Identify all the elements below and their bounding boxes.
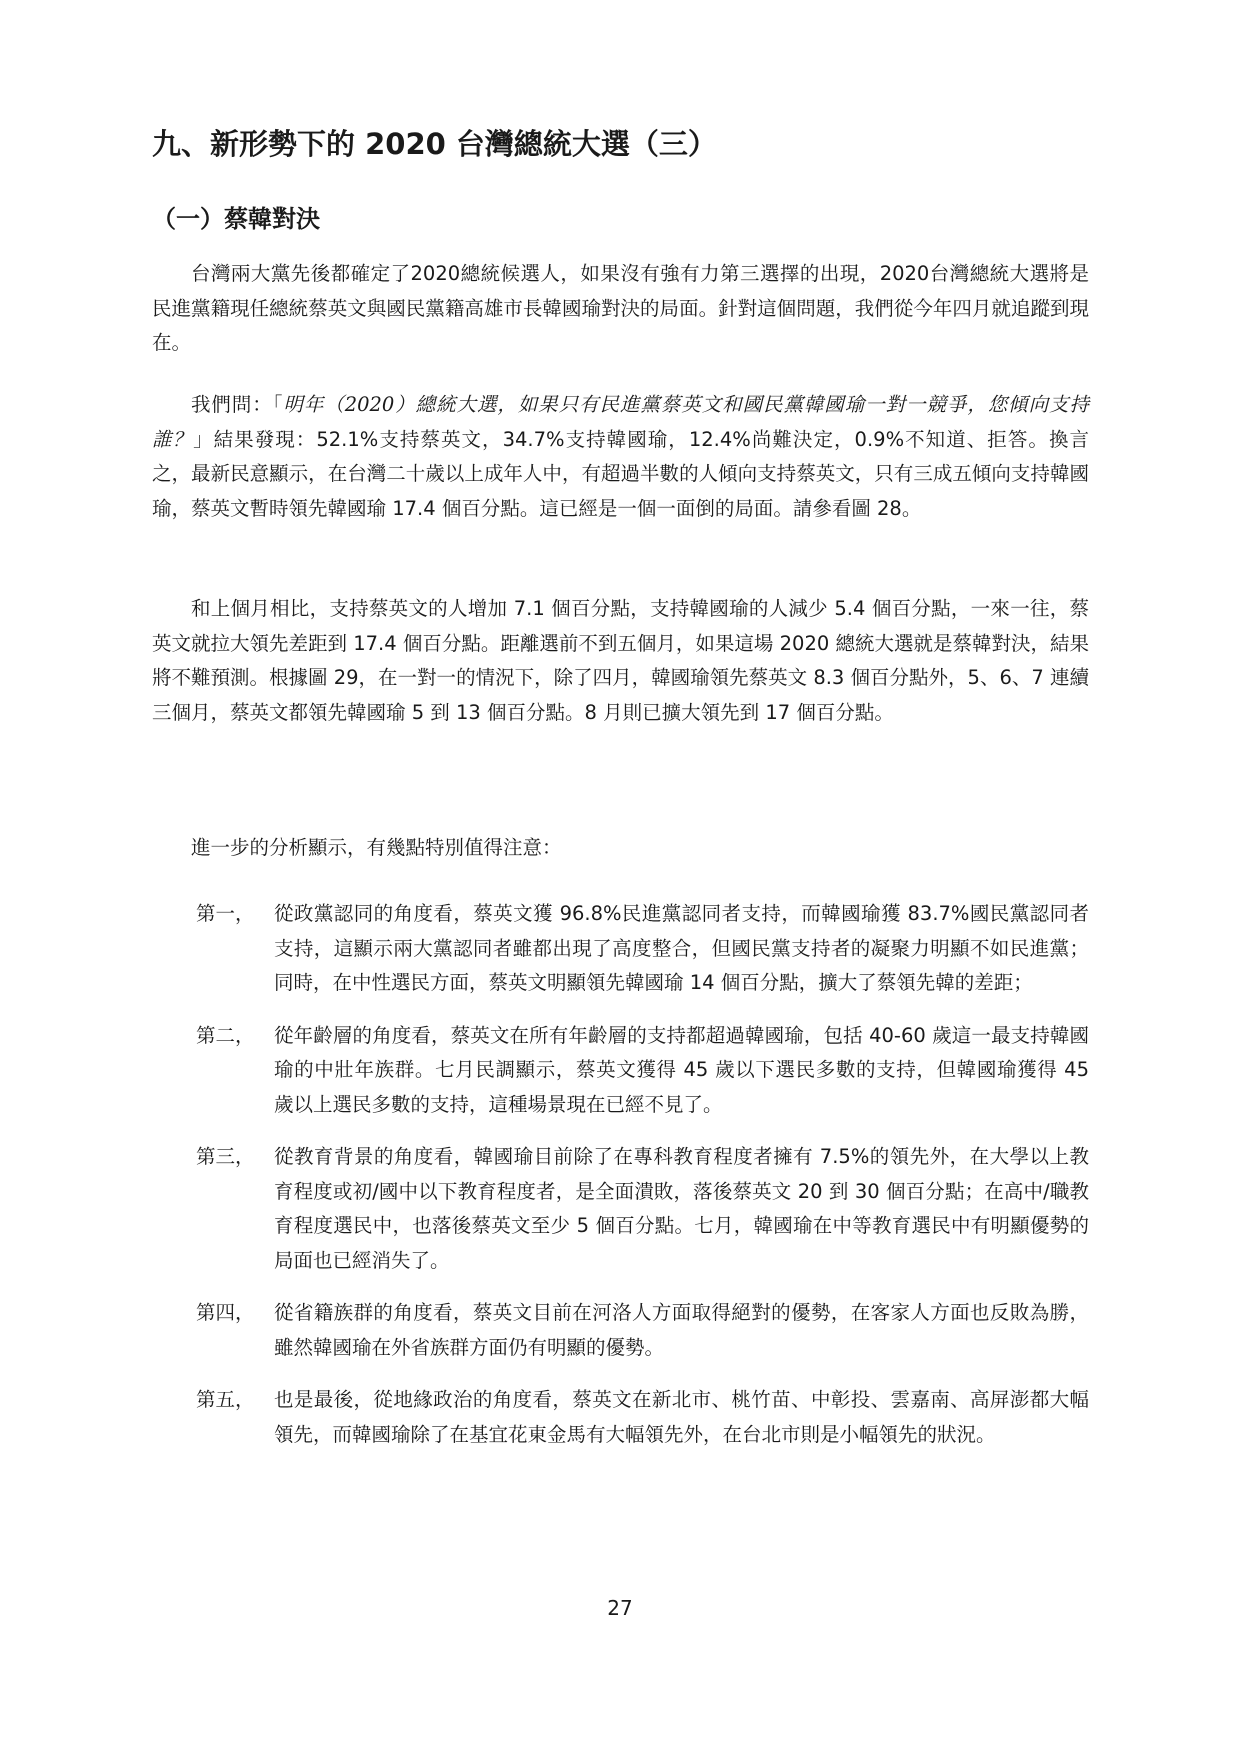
list-item-marker: 第三， xyxy=(196,1145,255,1168)
list-item-text: 從教育背景的角度看，韓國瑜目前除了在專科教育程度者擁有 7.5%的領先外，在大學以上教育程度或初/國中以下教育程度者，是全面潰敗，落後蔡英文 20 到 30 個百分點；在高中/職教育程度選民中，也落後蔡英文至少 5 個百分點。七月，韓國瑜在中等教育選民中有明顯優勢的局面也已經消失了。 xyxy=(274,1145,1089,1272)
list-item xyxy=(196,1019,1089,1123)
list-item-text: 從政黨認同的角度看，蔡英文獲 96.8%民進黨認同者支持，而韓國瑜獲 83.7%國民黨認同者支持，這顯示兩大黨認同者雖都出現了高度整合，但國民黨支持者的凝聚力明顯不如民進黨；同時，在中性選民方面，蔡英文明顯領先韓國瑜 14 個百分點，擴大了蔡領先韓的差距； xyxy=(274,902,1089,994)
list-item xyxy=(196,1296,1089,1365)
section-title: （一）蔡韓對決 xyxy=(152,205,320,233)
list-item-marker: 第四， xyxy=(196,1301,255,1324)
chapter-title: 九、新形勢下的 2020 台灣總統大選（三） xyxy=(152,127,717,161)
paragraph-survey-question xyxy=(152,388,1089,526)
paragraph-analysis-lead: 進一步的分析顯示，有幾點特別值得注意： xyxy=(191,836,562,859)
list-item-marker: 第五， xyxy=(196,1388,255,1411)
question-lead: 我們問：「 xyxy=(191,393,284,416)
list-item xyxy=(196,1140,1089,1278)
page-number: 27 xyxy=(607,1596,633,1620)
paragraph-intro: 台灣兩大黨先後都確定了2020總統候選人，如果沒有強有力第三選擇的出現，2020台灣總統大選將是民進黨籍現任總統蔡英文與國民黨籍高雄市長韓國瑜對決的局面。針對這個問題，我們從今年四月就追蹤到現在。 xyxy=(152,262,1089,354)
list-item xyxy=(196,1383,1089,1452)
list-item-text: 也是最後，從地緣政治的角度看，蔡英文在新北市、桃竹苗、中彰投、雲嘉南、高屏澎都大幅領先，而韓國瑜除了在基宜花東金馬有大幅領先外，在台北市則是小幅領先的狀況。 xyxy=(274,1388,1089,1446)
analysis-list xyxy=(196,897,1089,1470)
list-item-text: 從年齡層的角度看，蔡英文在所有年齡層的支持都超過韓國瑜，包括 40-60 歲這一最支持韓國瑜的中壯年族群。七月民調顯示，蔡英文獲得 45 歲以下選民多數的支持，但韓國瑜獲得 45 歲以上選民多數的支持，這種場景現在已經不見了。 xyxy=(274,1023,1089,1116)
list-item xyxy=(196,897,1089,1001)
paragraph-trend: 和上個月相比，支持蔡英文的人增加 7.1 個百分點，支持韓國瑜的人減少 5.4 個百分點，一來一往，蔡英文就拉大領先差距到 17.4 個百分點。距離選前不到五個月，如果這場 2020 總統大選就是蔡韓對決，結果將不難預測。根據圖 29，在一對一的情況下，除了四月，韓國瑜領先蔡英文 8.3 個百分點外，5、6、7 連續三個月，蔡英文都領先韓國瑜 5 到 13 個百分點。8 月則已擴大領先到 17 個百分點。 xyxy=(152,597,1089,724)
list-item-marker: 第二， xyxy=(196,1023,255,1047)
list-item-text: 從省籍族群的角度看，蔡英文目前在河洛人方面取得絕對的優勢，在客家人方面也反敗為勝，雖然韓國瑜在外省族群方面仍有明顯的優勢。 xyxy=(274,1301,1089,1359)
list-item-marker: 第一， xyxy=(196,902,255,925)
survey-results: 」結果發現：52.1%支持蔡英文，34.7%支持韓國瑜，12.4%尚難決定，0.9%不知道、拒答。換言之，最新民意顯示，在台灣二十歲以上成年人中，有超過半數的人傾向支持蔡英文，只有三成五傾向支持韓國瑜，蔡英文暫時領先韓國瑜 17.4 個百分點。這已經是一個一面倒的局面。請參看圖 28。 xyxy=(152,427,1089,520)
question-text: 明年（2020）總統大選，如果只有民進黨蔡英文和國民黨韓國瑜一對一競爭，您傾向支持誰？ xyxy=(152,393,1089,451)
